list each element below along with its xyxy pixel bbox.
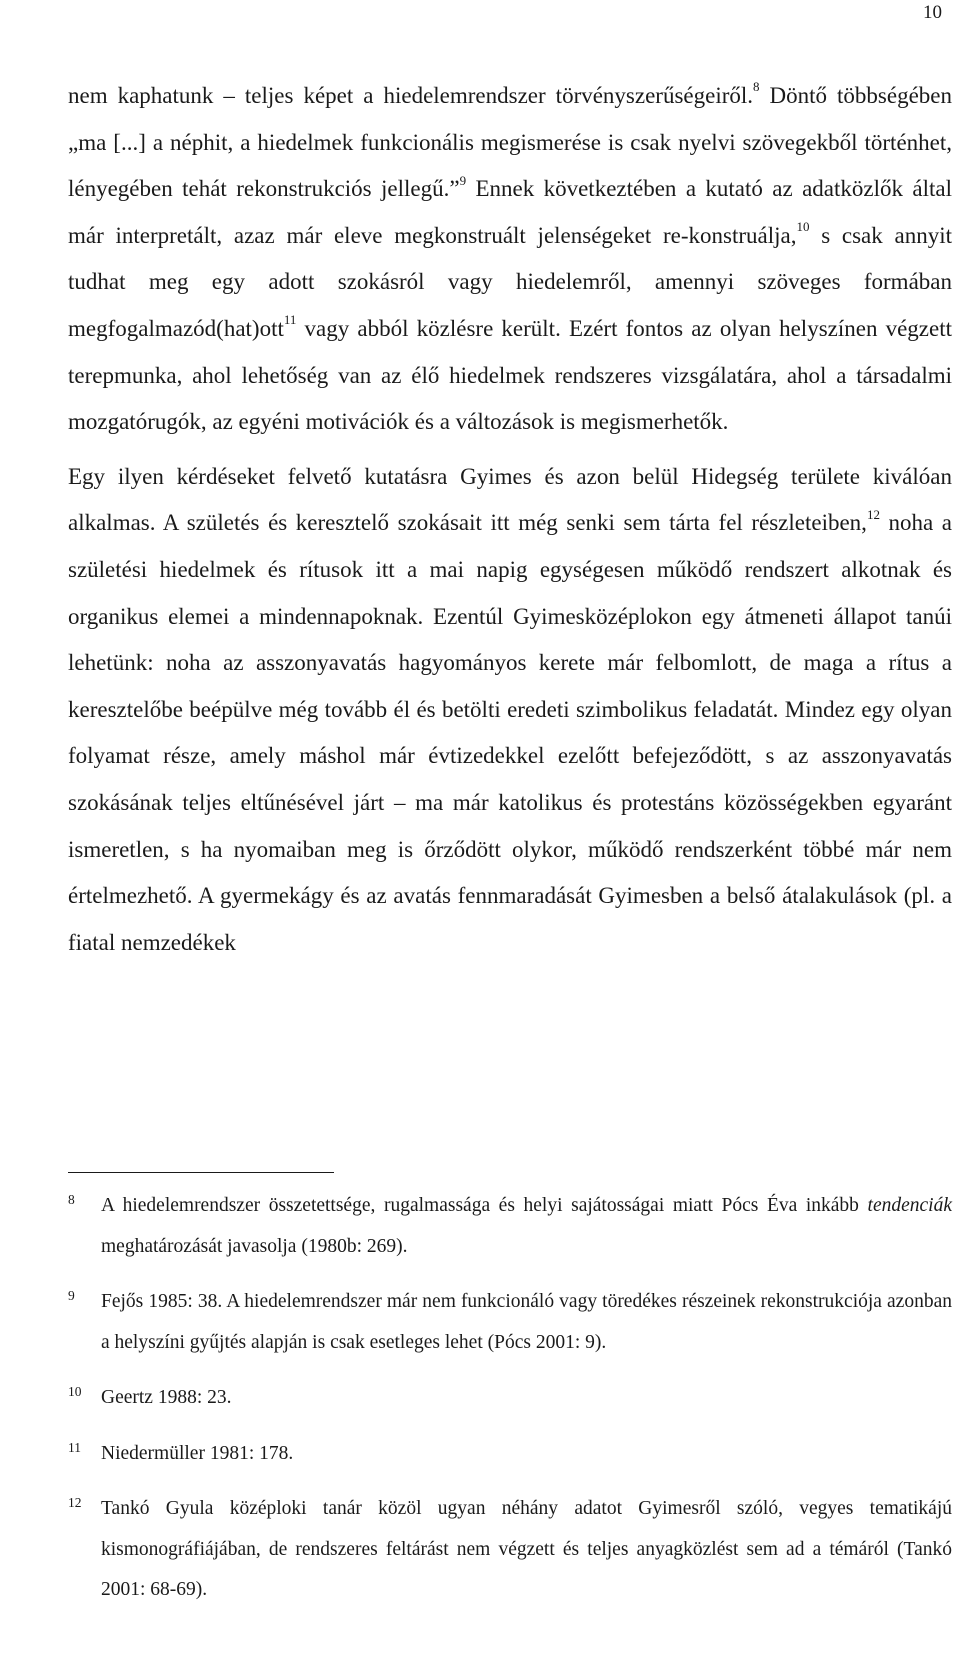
- footnote-text: Tankó Gyula középloki tanár közöl ugyan néhány adatot Gyimesről szóló, vegyes tematikájú kismonográfiájában, de rendszeres feltárást nem végzett és teljes anyagközlést sem ad a témáról (Tankó 2001: 68-69).: [101, 1498, 952, 1600]
- body-text: Döntő többségében „ma [...] a néphit, a hiedelmek funkcionális megismerése is csak nyelvi szövegekből történhet, lényegében tehát rekonstrukciós jellegű.”: [68, 83, 953, 202]
- footnote-text: [101, 1186, 952, 1267]
- body-text: Egy ilyen kérdéseket felvető kutatásra Gyimes és azon belül Hidegség területe kiválóan alkalmas. A születés és keresztelő szokásait itt még senki sem tárta fel részleteiben,: [68, 463, 952, 536]
- body-text: s csak annyit tudhat meg egy adott szokásról vagy hiedelemről, amennyi szöveges formában megfogalmazód(hat)ott: [68, 222, 952, 341]
- paragraph: [68, 73, 952, 446]
- footnote-8: [68, 1186, 952, 1267]
- footnotes: [68, 1186, 952, 1626]
- footnote-11: [68, 1434, 952, 1475]
- footnote-12: [68, 1489, 952, 1611]
- body-text: nem kaphatunk – teljes képet a hiedelemrendszer törvényszerűségeiről.: [68, 83, 754, 108]
- footnote-number: 9: [68, 1288, 75, 1303]
- footnote-10: [68, 1378, 952, 1419]
- footnote-reference[interactable]: 8: [753, 79, 760, 95]
- footnote-emphasis: tendenciák: [867, 1195, 952, 1216]
- footnote-text-part: meghatározását javasolja (1980b: 269).: [101, 1235, 408, 1257]
- paragraph: [68, 454, 952, 967]
- page-number: 10: [923, 2, 942, 23]
- footnote-text: Fejős 1985: 38. A hiedelemrendszer már nem funkcionáló vagy töredékes részeinek rekonstrukciója azonban a helyszíni gyűjtés alapján is csak esetleges lehet (Pócs 2001: 9).: [101, 1291, 952, 1353]
- body-text: vagy abból közlésre került. Ezért fontos az olyan helyszínen végzett terepmunka, ahol lehetőség van az élő hiedelmek rendszeres vizsgálatára, ahol a társadalmi mozgatórugók, az egyéni motivációk és a változások is megismerhetők.: [68, 315, 952, 435]
- footnote-separator: [68, 1172, 334, 1173]
- footnote-number: 11: [68, 1439, 81, 1455]
- footnote-reference[interactable]: 9: [459, 172, 467, 188]
- body-text: Ennek következtében a kutató az adatközlők által már interpretált, azaz már eleve megkonstruált jelenségeket re-konstruálja,: [68, 176, 952, 248]
- footnote-text: Geertz 1988: 23.: [101, 1387, 232, 1408]
- footnote-reference[interactable]: 12: [866, 506, 880, 522]
- footnote-9: [68, 1282, 952, 1363]
- body-text: noha a születési hiedelmek és rítusok itt a mai napig egységesen működő rendszert alkotnak és organikus elemei a mindennapoknak. Ezentúl Gyimesközéplokon egy átmeneti állapot tanúi lehetünk: noha az asszonyavatás hagyományos kerete már felbomlott, de maga a rítus a keresztelőbe beépülve még tovább él és betölti eredeti szimbolikus feladatát. Mindez egy olyan folyamat része, amely máshol már évtizedekkel ezelőtt befejeződött, s az asszonyavatás szokásának teljes eltűnésével járt – ma már katolikus és protestáns közösségekben egyaránt ismeretlen, s ha nyomaiban meg is őrződött olykor, működő rendszerként többé már nem értelmezhető. A gyermekágy és az avatás fennmaradását Gyimesben a belső átalakulások (pl. a fiatal nemzedékek: [68, 510, 952, 955]
- footnote-reference[interactable]: 10: [796, 219, 810, 235]
- footnote-text-part: A hiedelemrendszer összetettsége, rugalmassága és helyi sajátosságai miatt Pócs Éva inkább: [101, 1195, 868, 1216]
- main-text: [68, 73, 952, 966]
- footnote-reference[interactable]: 11: [283, 312, 297, 328]
- footnote-number: 8: [68, 1192, 75, 1207]
- footnote-number: 12: [68, 1495, 82, 1510]
- footnote-number: 10: [68, 1384, 82, 1399]
- footnote-text: Niedermüller 1981: 178.: [101, 1442, 294, 1464]
